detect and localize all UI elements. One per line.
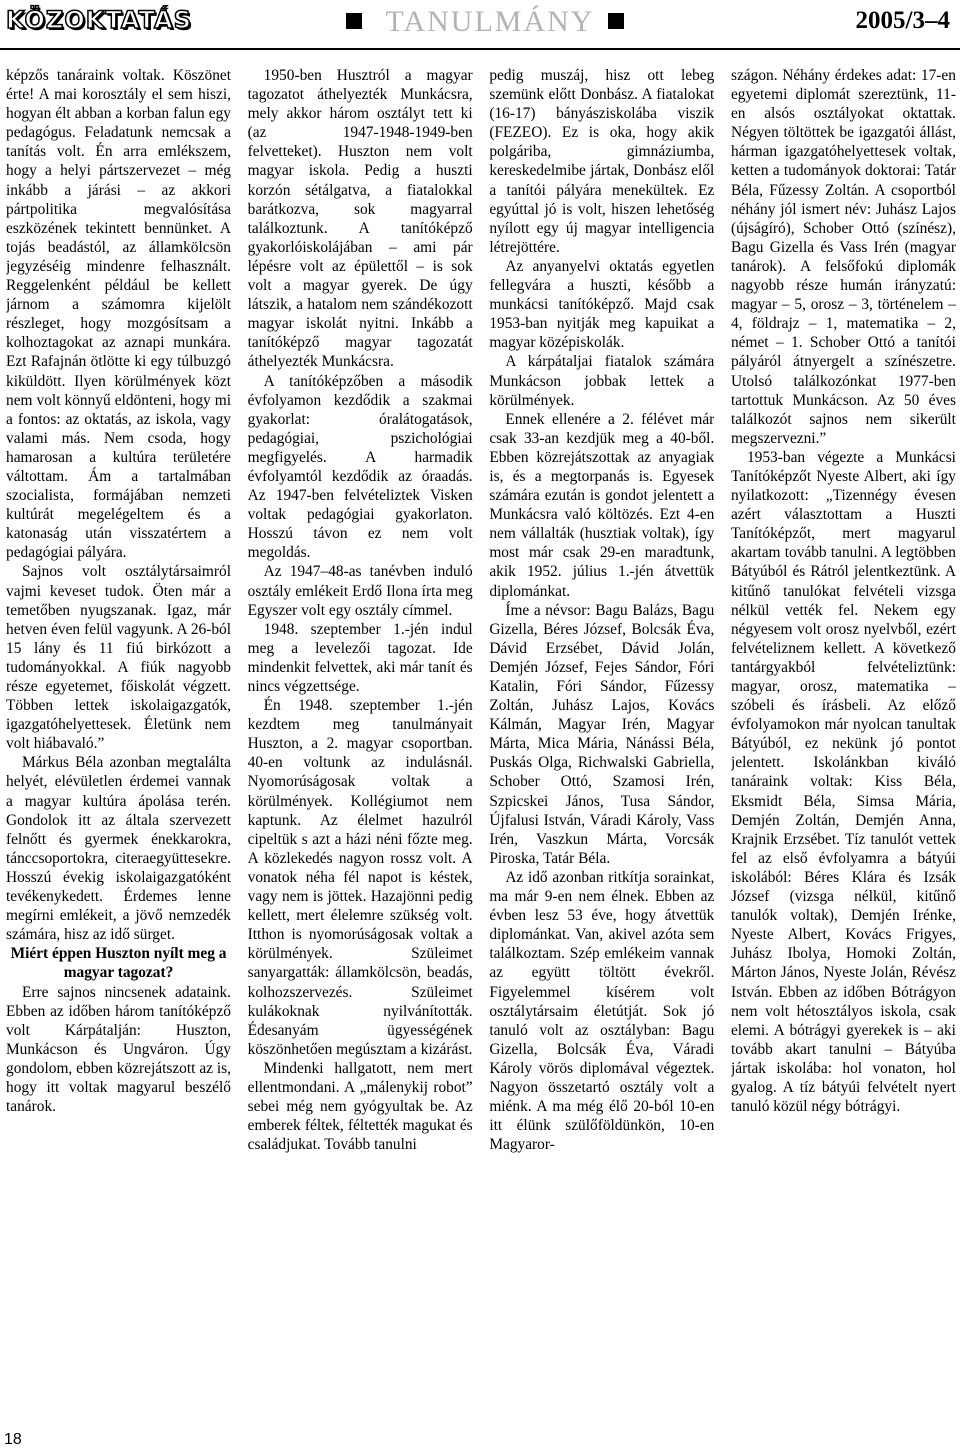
paragraph: Íme a névsor: Bagu Balázs, Bagu Gizella, Béres József, Bolcsák Éva, Dávid Erzsébet, Dávid Jolán, Demjén József, Fejes Sándor, Fóri Katalin, Fóri Sándor, Fűzessy Zoltán, Juhász Lajos, Kovács Kálmán, Magyar Irén, Magyar Márta, Mica Mária, Nánássi Béla, Puskás Olga, Richwalski Gabriella, Schober Ottó, Szamosi Irén, Szpicskei János, Tusa Sándor, Újfalusi István, Váradi Károly, Vass Irén, Vaszkun Márta, Vorcsák Piroska, Tatár Béla.: [489, 601, 715, 867]
paragraph: Erre sajnos nincsenek adataink. Ebben az időben három tanítóképző volt Kárpátalján: Huszton, Munkácson és Ungváron. Úgy gondolom, ebben közrejátszott az is, hogy itt voltak magyarul beszélő tanárok.: [6, 983, 231, 1116]
text-column-4: [731, 66, 956, 1436]
section-title: TANULMÁNY: [385, 5, 595, 38]
paragraph: szágon. Néhány érdekes adat: 17-en egyetemi diplomát szereztünk, 11-en alsós osztályokat oktattak. Négyen töltöttek be igazgatói állást, hárman igazgatóhelyettesek voltak, ketten a tudományok doktorai: Tatár Béla, Fűzessy Zoltán. A csoportból néhány jól ismert név: Juhász Lajos (újságíró), Schober Ottó (színész), Bagu Gizella és Vass Irén (magyar tanárok). A felsőfokú diplomák nagyobb része humán irányzatú: magyar – 5, orosz – 3, történelem – 4, földrajz – 1, matematika – 2, német – 1. Schober Ottó a tanítói pályáról átnyergelt a színészetre. Utolsó találkozónkat 1977-ben tartottuk Munkácson. Az 50 éves találkozót sajnos nem sikerült megszervezni.”: [730, 67, 956, 447]
text-column-1: [6, 66, 231, 1436]
paragraph: Ennek ellenére a 2. félévet már csak 33-an kezdjük meg a 40-ből. Ebben közrejátszottak az anyagiak is, és a megtorpanás is. Egyesek számára ezután is gondot jelentett a Munkácsra való költözés. Ezt 4-en nem vállalták (husztiak voltak), így most már csak 29-en maradtunk, akik 1952. július 1.-jén átvettük diplománkat.: [489, 410, 715, 600]
paragraph: Sajnos volt osztálytársaimról vajmi keveset tudok. Öten már a temetőben nyugszanak. Igaz, már hetven éven felül vagyunk. A 26-ból 15 lány és 11 fiú birkózott a tudományokkal. A fiúk nagyobb része egyetemet, főiskolát végzett. Többen lettek iskolaigazgatók, igazgatóhelyettesek. Életünk nem volt hiábavaló.”: [6, 563, 231, 753]
paragraph: A tanítóképzőben a második évfolyamon kezdődik a szakmai gyakorlat: óralátogatások, pedagógiai, pszichológiai megfigyelés. A harmadik évfolyamtól kezdődik az óraadás. Az 1947-ben felvételiztek Visken voltak pedagógiai gyakorlaton. Hosszú távon ez nem volt megoldás.: [247, 372, 473, 562]
paragraph: Az anyanyelvi oktatás egyetlen fellegvára a huszti, később a munkácsi tanítóképző. Majd csak 1953-ban nyitják meg kapuikat a magyar középiskolák.: [489, 257, 715, 352]
issue-number: 2005/3–4: [855, 7, 950, 34]
square-ornament-icon: [346, 13, 362, 29]
article-body: [0, 66, 960, 1436]
paragraph: 1948. szeptember 1.-jén indul meg a levelezői tagozat. Ide mindenkit felvettek, aki már tanít és nincs végzettsége.: [247, 620, 473, 695]
subheading: Miért éppen Huszton nyílt meg a magyar tagozat?: [10, 945, 227, 982]
paragraph: Márkus Béla azonban megtalálta helyét, elévületlen érdemei vannak a magyar kultúra ápolása terén. Gondolok itt az általa szervezett felnőtt és gyermek énekkarokra, tánccsoportokra, citeraegyüttesekre. Hosszú évekig iskolaigazgatóként tevékenykedett. Érdemes lenne megírni emlékeit, a jövő nemzedék számára, hisz az idő sürget.: [6, 754, 231, 944]
publication-title: KÖZOKTATÁS: [6, 6, 192, 34]
paragraph: 1953-ban végezte a Munkácsi Tanítóképzőt Nyeste Albert, aki így nyilatkozott: „Tizennégy évesen azért választottam a Huszti Tanítóképzőt, mert magyarul akartam tovább tanulni. A legtöbben Bátyúból és Rátról jelentkeztünk. A kitűnő tanulókat felvételi vizsga nélkül vették fel. Nekem egy négyesem volt orosz nyelvből, ezért felvételiznem kellett. A következő tantárgyakból felvételiztünk: magyar, orosz, matematika – szóbeli és írásbeli. Az előző évfolyamokon már nyolcan tanultak Bátyúból, ez nekünk jó pontot jelentett. Iskolánkban kiváló tanáraink voltak: Kiss Béla, Eksmidt Béla, Simsa Mária, Demjén Zoltán, Demjén Anna, Krajnik Erzsébet. Tíz tanulót vettek fel az első évfolyamra a bátyúi iskolából: Béres Klára és Izsák József (vizsga nélkül, kitűnő tanulók voltak), Demjén Irénke, Nyeste Albert, Kovács Frigyes, Juhász Ibolya, Homoki Zoltán, Márton János, Nyeste Jolán, Révész István. Ebben az időben Bótrágyon nem volt hétosztályos iskola, csak elemi. A bótrágyi gyerekek is – aki tovább akart tanulni – Bátyúba jártak iskolába: hol vonaton, hol gyalog. A tíz bátyúi felvételt nyert tanuló közül négy bótrágyi.: [730, 448, 956, 1116]
paragraph: 1950-ben Husztról a magyar tagozatot áthelyezték Munkácsra, mely akkor három osztályt tett ki (az 1947-1948-1949-ben felvetteket). Huszton nem volt magyar iskola. Pedig a huszti korzón sétálgatva, a fiatalokkal barátkozva, sok magyarral találkoztunk. A tanítóképző gyakorlóiskolájában – ami pár lépésre volt az épülettől – is sok volt a magyar gyerek. De úgy látszik, a hatalom nem szándékozott magyar iskolát nyitni. Inkább a tanítóképző magyar tagozatát áthelyezték Munkácsra.: [247, 67, 473, 371]
paragraph: Mindenki hallgatott, nem mert ellentmondani. A „málenykij robot” sebei még nem gyógyultak be. Az emberek féltek, féltették magukat és családjukat. Tovább tanulni: [247, 1059, 473, 1154]
square-ornament-icon: [608, 13, 624, 29]
paragraph: képzős tanáraink voltak. Köszönet érte! A mai korosztály el sem hiszi, hogyan élt abban a korban falun egy pedagógus. Feladatunk nemcsak a tanítás volt. Én arra emlékszem, hogy a helyi pártszervezet – még inkább a járási – az akkori pártpolitika megvalósítása eszközének tekintett bennünket. A tojás beadástól, az államkölcsön jegyzéséig mindenre felhasznált. Reggelenként például be kellett járnom a számomra kijelölt részleget, hogy mozgósítsam a kolhoztagokat az aznapi munkára. Ezt Rafajnán ötlötte ki egy túlbuzgó kiküldött. Ilyen körülmények közt nem volt könnyű eldönteni, hogy mi a fontos: az oktatás, az iskola, vagy valami más. Nem csoda, hogy hamarosan a kultúra területére váltottam. Ám a tartalmában szocialista, formájában nemzeti kultúrát megelégeltem és a katonaság után visszatértem a pedagógiai pályára.: [6, 67, 231, 562]
text-column-2: [248, 66, 473, 1436]
paragraph: Én 1948. szeptember 1.-jén kezdtem meg tanulmányait Huszton, a 2. magyar csoportban. 40-en voltunk az indulásnál. Nyomorúságosak voltak a körülmények. Kollégiumot nem kaptunk. Az élelmet hazulról cipeltük s azt a házi néni főzte meg. A közlekedés nagyon rossz volt. A vonatok néha fél napot is késtek, vagy nem is jöttek. Hazajönni pedig kellett, mert élelemre szükség volt. Itthon is nyomorúságosak voltak a körülmények. Szüleimet sanyargatták: államkölcsön, beadás, kolhozszervezés. Szüleimet kulákoknak nyilvánították. Édesanyám ügyességének köszönhetően megúsztam a kizárást.: [247, 697, 473, 1058]
page-header: [0, 0, 960, 48]
text-column-3: [489, 66, 714, 1436]
page-number: 18: [4, 1431, 22, 1448]
header-rule: [0, 48, 960, 50]
paragraph: A kárpátaljai fiatalok számára Munkácson jobbak lettek a körülmények.: [489, 353, 715, 409]
paragraph: Az 1947–48-as tanévben induló osztály emlékeit Erdő Ilona írta meg Egyszer volt egy osztály címmel.: [247, 563, 473, 619]
paragraph: pedig muszáj, hisz ott lebeg szemünk előtt Donbász. A fiatalokat (16-17) bányásziskolába viszik (FEZEO). Ez is oka, hogy akik polgáriba, gimnáziumba, kereskedelmibe jártak, Donbász elől a tanítói pályára menekültek. Ez egyúttal jó is volt, hiszen lehetőség nyílott egy új magyar intelligencia létrejöttére.: [489, 67, 715, 256]
paragraph: Az idő azonban ritkítja sorainkat, ma már 9-en nem élnek. Ebben az évben lesz 53 éve, hogy átvettük diplománkat. Van, akivel azóta sem találkoztam. Szép emlékeim vannak az együtt töltött évekről. Figyelemmel kísérem volt osztálytársaim életútját. Sok jó tanuló volt az osztályban: Bagu Gizella, Bolcsák Éva, Váradi Károly vörös diplomával végeztek. Nagyon összetartó osztály volt a miénk. A ma még élő 20-ból 10-en itt élünk szülőföldünkön, 10-en Magyaror-: [489, 868, 715, 1154]
